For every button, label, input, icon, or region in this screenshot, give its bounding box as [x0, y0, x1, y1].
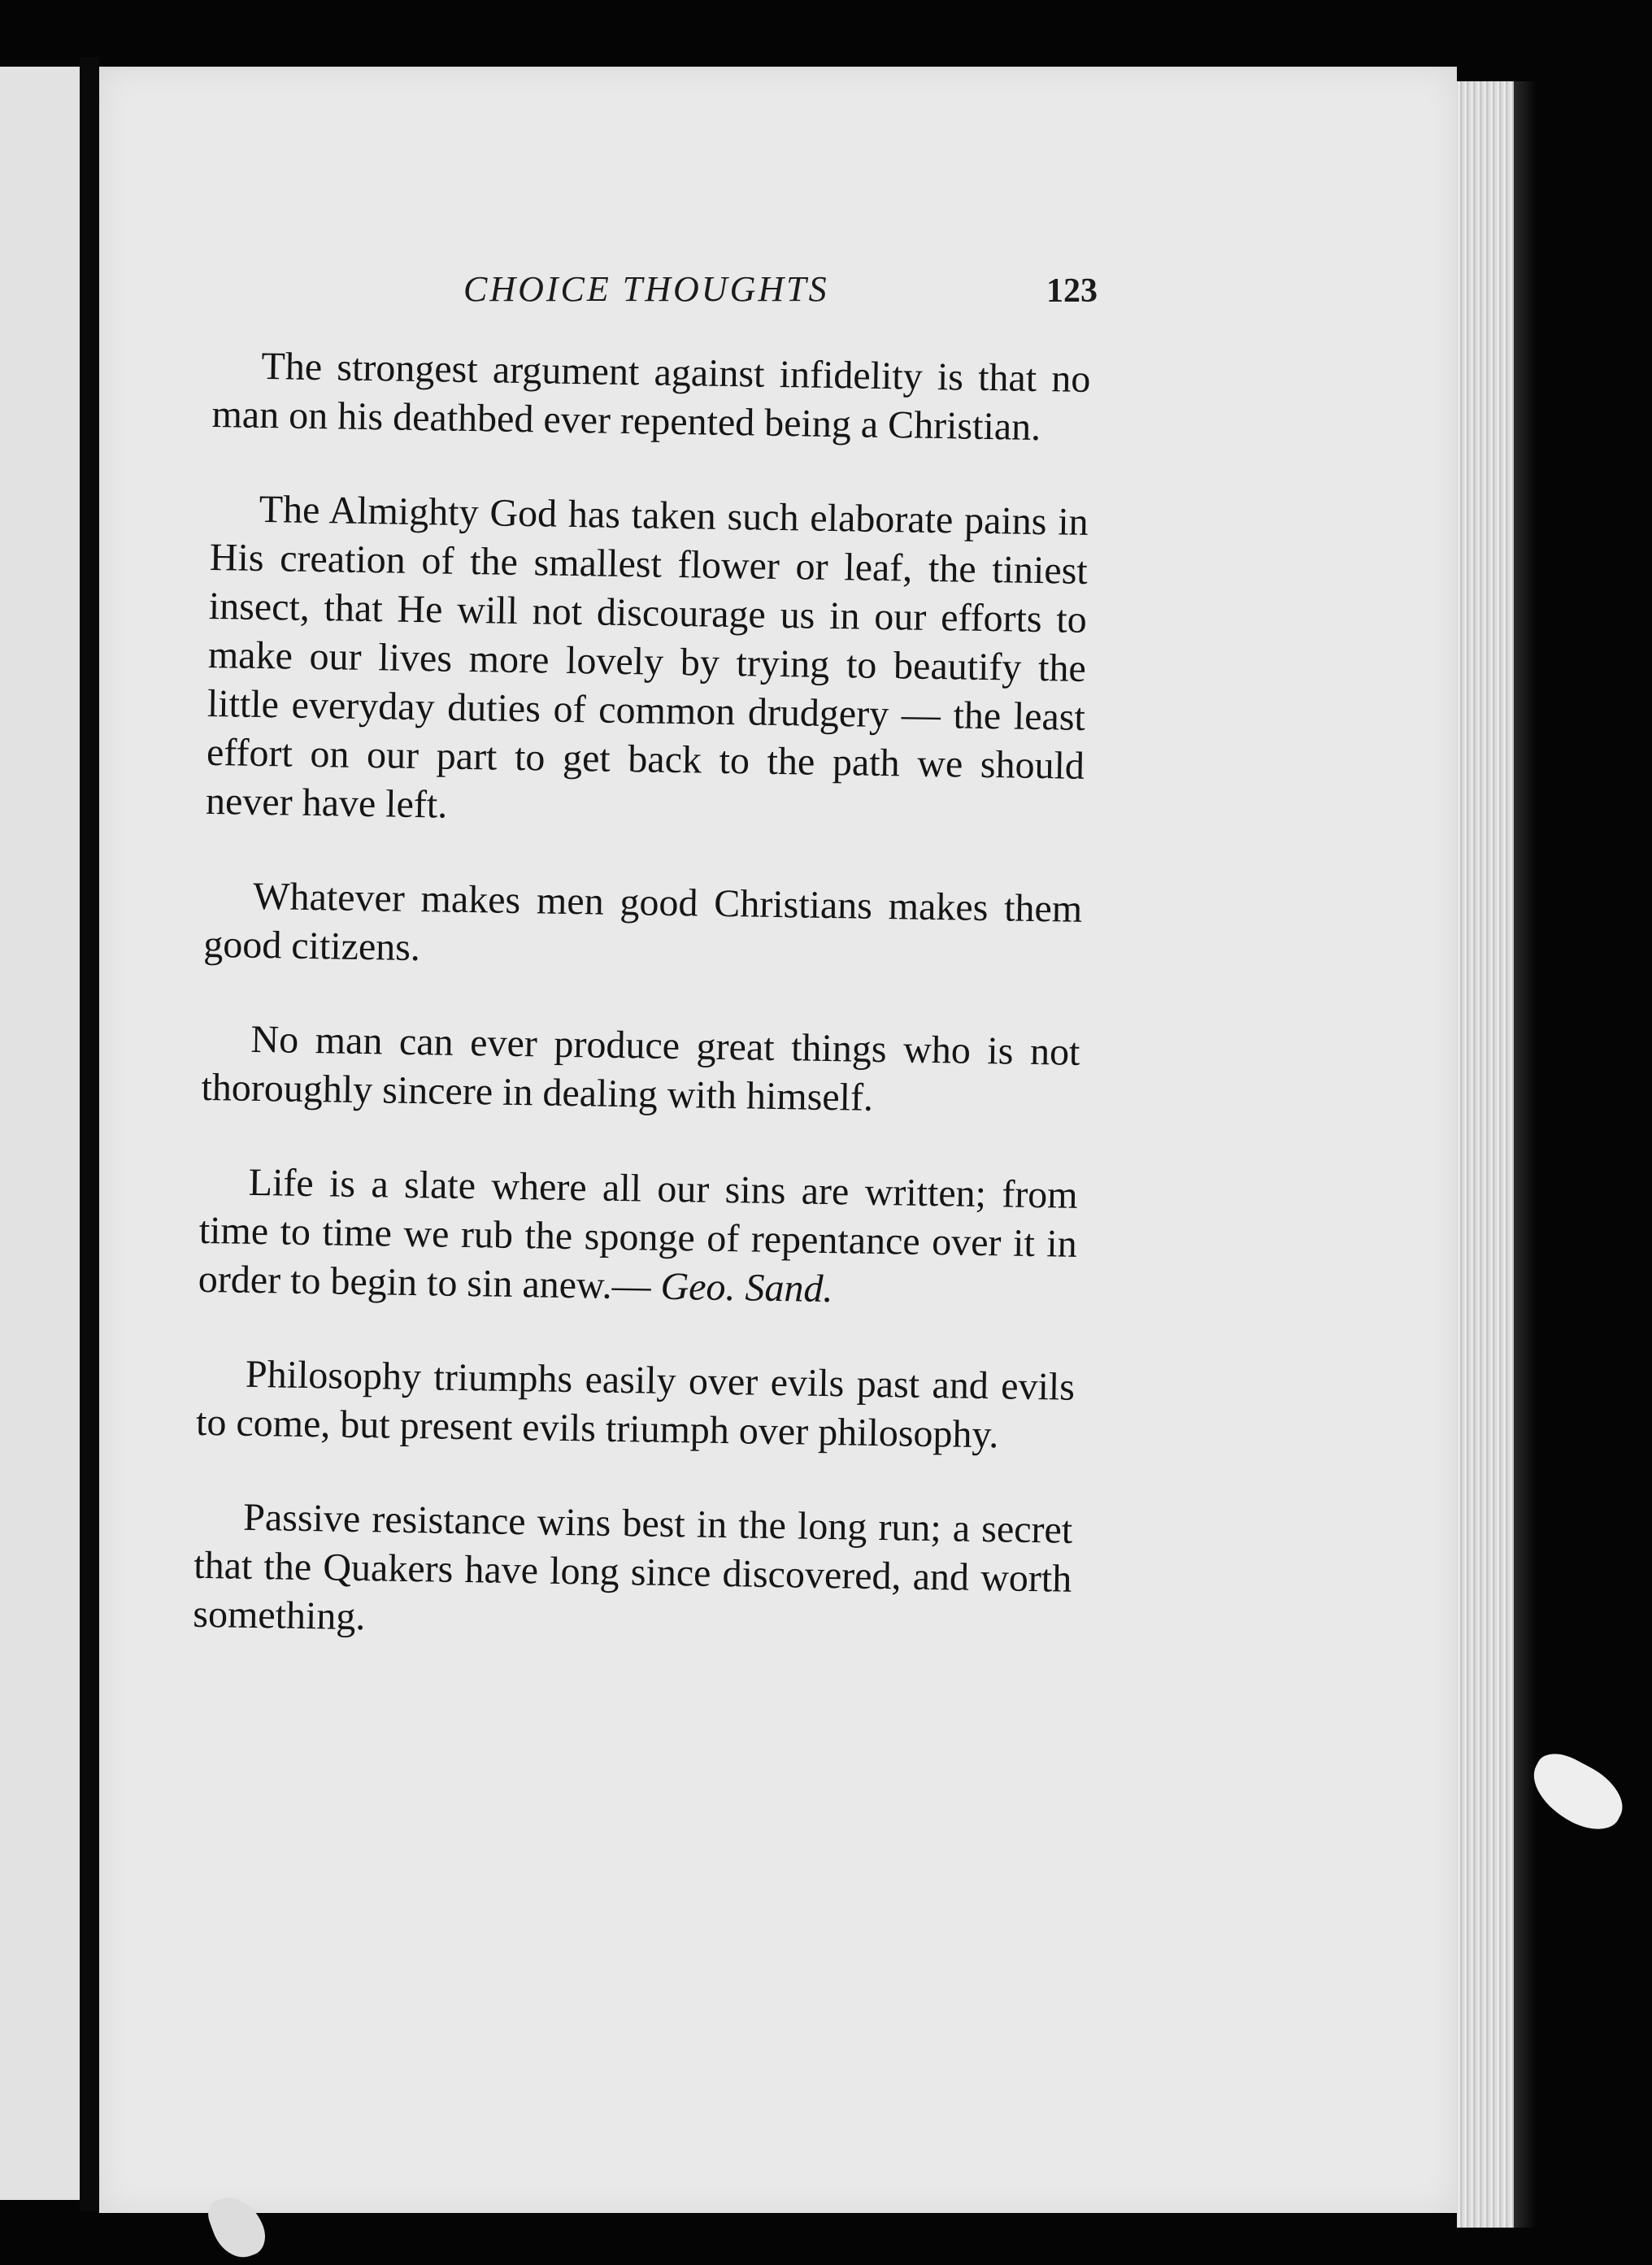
paragraph	[198, 1158, 1078, 1318]
paragraph-text: Passive resistance wins best in the long run; a secret that the Quakers have long since discovered, and worth something.	[192, 1495, 1073, 1639]
paragraph-text: Life is a slate where all our sins are written; from time to time we rub the sponge of repentance over it in order to begin to sin anew.—	[198, 1160, 1079, 1308]
running-title: CHOICE THOUGHTS	[463, 269, 829, 309]
paragraph	[211, 341, 1091, 453]
paragraph-text: Philosophy triumphs easily over evils past and evils to come, but present evils triumph over philosophy.	[195, 1352, 1076, 1457]
page-edge-shadow	[1514, 81, 1537, 2228]
paragraph-text: Whatever makes men good Christians makes them good citizens.	[202, 874, 1083, 970]
paragraph	[203, 872, 1083, 983]
paragraph	[206, 485, 1089, 840]
scan-artifact	[1521, 1745, 1634, 1841]
book-gutter	[80, 57, 99, 2211]
quote-attribution: Geo. Sand.	[660, 1264, 833, 1311]
paragraph-text: No man can ever produce great things who is not thoroughly sincere in dealing with himself.	[201, 1017, 1080, 1119]
paragraph-text: The strongest argument against infidelity is that no man on his deathbed ever repented being a Christian.	[211, 344, 1091, 450]
paragraph	[201, 1015, 1080, 1126]
page-number: 123	[1046, 272, 1098, 310]
paragraph	[196, 1350, 1076, 1461]
paragraph-text: The Almighty God has taken such elaborate pains in His creation of the smallest flower or leaf, the tiniest insect, that He will not discourage us in our efforts to make our lives more lovely by trying to beautify the little everyday duties of common drudgery — the least effort on our part to get back to the path we should never have left.	[205, 487, 1089, 827]
page-header	[228, 260, 1106, 325]
paragraph	[193, 1493, 1073, 1653]
page-edges	[1457, 81, 1514, 2228]
previous-page-edge	[0, 67, 80, 2200]
page-body	[192, 341, 1091, 1698]
